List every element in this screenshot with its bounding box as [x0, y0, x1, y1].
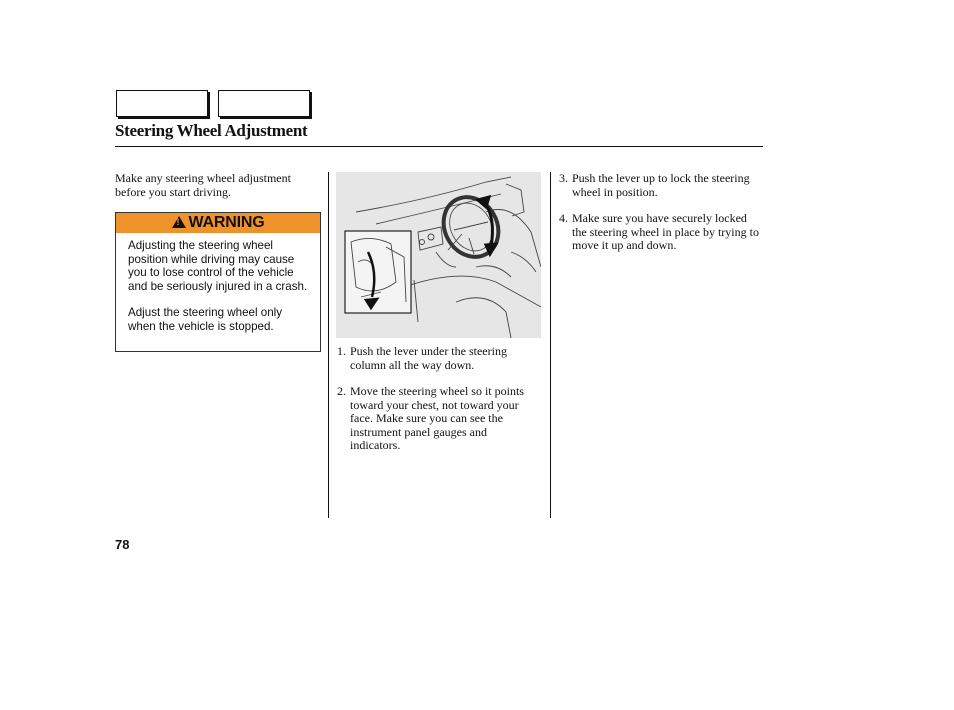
step-text: Push the lever up to lock the steering wheel in position. — [572, 171, 750, 199]
step-text: Move the steering wheel so it points toward your chest, not toward your face. Make sure you can see the instrument panel gauges and indicators. — [350, 384, 524, 452]
page-number: 78 — [115, 537, 130, 552]
nav-tab-previous[interactable] — [116, 90, 208, 117]
warning-heading: WARNING — [188, 214, 265, 231]
step-number: 2. — [337, 384, 346, 398]
warning-triangle-icon — [172, 216, 186, 228]
warning-paragraph-2: Adjust the steering wheel only when the vehicle is stopped. — [128, 306, 283, 333]
page-title: Steering Wheel Adjustment — [115, 121, 308, 140]
step-text: Push the lever under the steering column all the way down. — [350, 344, 507, 372]
nav-tab-next[interactable] — [218, 90, 310, 117]
warning-box — [115, 212, 321, 352]
step-number: 1. — [337, 344, 346, 358]
warning-header — [116, 213, 320, 233]
column-divider-left — [328, 172, 329, 518]
warning-paragraph-1: Adjusting the steering wheel position while driving may cause you to lose control of the vehicle and be seriously injured in a crash. — [128, 239, 308, 293]
intro-text: Make any steering wheel adjustment before you start driving. — [115, 171, 291, 199]
step-number: 4. — [559, 211, 568, 225]
steering-wheel-drawing — [336, 172, 541, 338]
step-text: Make sure you have securely locked the steering wheel in place by trying to move it up and down. — [572, 211, 759, 252]
steering-illustration — [336, 172, 541, 338]
title-divider — [115, 146, 763, 147]
column-divider-right — [550, 172, 551, 518]
step-number: 3. — [559, 171, 568, 185]
